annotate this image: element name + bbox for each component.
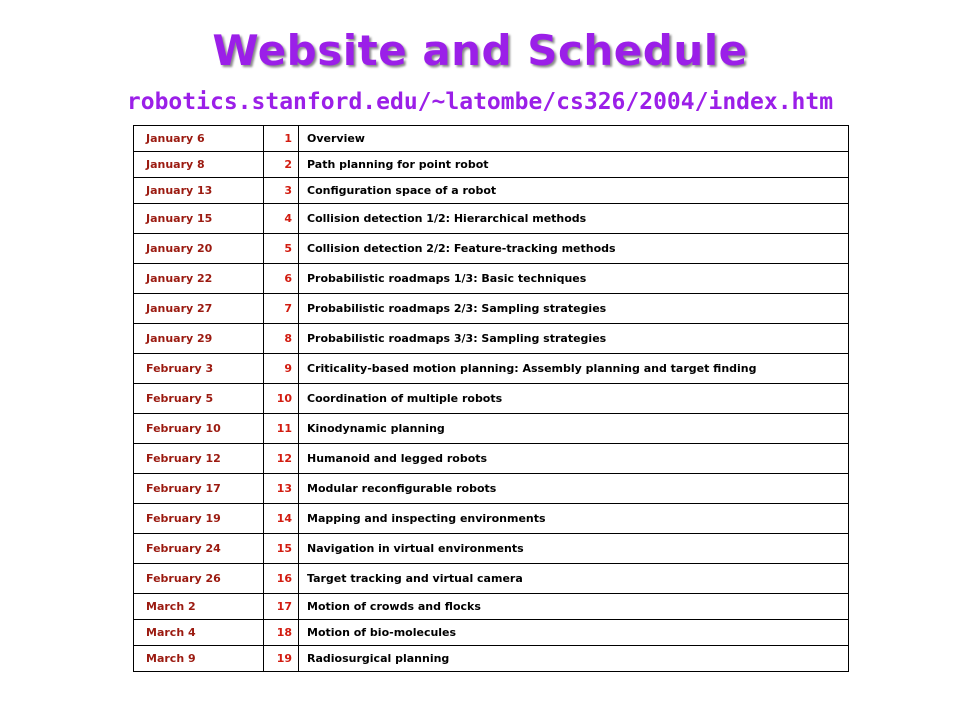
lecture-number: 12	[264, 444, 299, 474]
table-row	[134, 126, 849, 152]
table-row	[134, 204, 849, 234]
lecture-topic: Criticality-based motion planning: Assembly planning and target finding	[299, 354, 849, 384]
lecture-number: 10	[264, 384, 299, 414]
lecture-topic: Probabilistic roadmaps 3/3: Sampling strategies	[299, 324, 849, 354]
table-row	[134, 620, 849, 646]
table-row	[134, 384, 849, 414]
lecture-topic: Humanoid and legged robots	[299, 444, 849, 474]
lecture-topic: Path planning for point robot	[299, 152, 849, 178]
lecture-topic: Probabilistic roadmaps 2/3: Sampling strategies	[299, 294, 849, 324]
lecture-number: 17	[264, 594, 299, 620]
lecture-topic: Collision detection 1/2: Hierarchical methods	[299, 204, 849, 234]
table-row	[134, 152, 849, 178]
lecture-date: January 13	[134, 178, 264, 204]
lecture-number: 8	[264, 324, 299, 354]
lecture-date: February 19	[134, 504, 264, 534]
lecture-date: January 29	[134, 324, 264, 354]
lecture-number: 16	[264, 564, 299, 594]
lecture-topic: Motion of crowds and flocks	[299, 594, 849, 620]
table-row	[134, 444, 849, 474]
table-row	[134, 646, 849, 672]
lecture-number: 4	[264, 204, 299, 234]
lecture-number: 11	[264, 414, 299, 444]
lecture-date: March 9	[134, 646, 264, 672]
lecture-number: 13	[264, 474, 299, 504]
lecture-date: March 2	[134, 594, 264, 620]
lecture-date: February 3	[134, 354, 264, 384]
lecture-date: January 22	[134, 264, 264, 294]
lecture-topic: Configuration space of a robot	[299, 178, 849, 204]
lecture-topic: Motion of bio-molecules	[299, 620, 849, 646]
lecture-topic: Collision detection 2/2: Feature-tracking methods	[299, 234, 849, 264]
table-row	[134, 234, 849, 264]
lecture-date: February 26	[134, 564, 264, 594]
course-url[interactable]: robotics.stanford.edu/~latombe/cs326/2004/index.htm	[126, 89, 834, 115]
lecture-topic: Mapping and inspecting environments	[299, 504, 849, 534]
lecture-date: February 12	[134, 444, 264, 474]
schedule-table	[133, 125, 849, 672]
lecture-date: February 10	[134, 414, 264, 444]
table-row	[134, 564, 849, 594]
lecture-date: January 20	[134, 234, 264, 264]
lecture-number: 9	[264, 354, 299, 384]
lecture-date: January 15	[134, 204, 264, 234]
table-row	[134, 294, 849, 324]
lecture-date: February 24	[134, 534, 264, 564]
lecture-number: 15	[264, 534, 299, 564]
lecture-date: March 4	[134, 620, 264, 646]
lecture-number: 2	[264, 152, 299, 178]
table-row	[134, 178, 849, 204]
table-row	[134, 474, 849, 504]
lecture-date: February 5	[134, 384, 264, 414]
table-row	[134, 324, 849, 354]
lecture-topic: Navigation in virtual environments	[299, 534, 849, 564]
page-title: Website and Schedule	[212, 26, 748, 75]
table-row	[134, 534, 849, 564]
table-row	[134, 264, 849, 294]
lecture-topic: Coordination of multiple robots	[299, 384, 849, 414]
lecture-topic: Target tracking and virtual camera	[299, 564, 849, 594]
lecture-topic: Probabilistic roadmaps 1/3: Basic techniques	[299, 264, 849, 294]
lecture-date: January 27	[134, 294, 264, 324]
lecture-date: January 8	[134, 152, 264, 178]
lecture-topic: Radiosurgical planning	[299, 646, 849, 672]
lecture-date: February 17	[134, 474, 264, 504]
lecture-number: 19	[264, 646, 299, 672]
table-row	[134, 594, 849, 620]
lecture-number: 1	[264, 126, 299, 152]
schedule-body	[134, 126, 849, 672]
lecture-number: 18	[264, 620, 299, 646]
lecture-topic: Kinodynamic planning	[299, 414, 849, 444]
lecture-number: 14	[264, 504, 299, 534]
lecture-topic: Overview	[299, 126, 849, 152]
lecture-number: 5	[264, 234, 299, 264]
lecture-number: 6	[264, 264, 299, 294]
table-row	[134, 354, 849, 384]
lecture-number: 3	[264, 178, 299, 204]
table-row	[134, 414, 849, 444]
lecture-number: 7	[264, 294, 299, 324]
table-row	[134, 504, 849, 534]
lecture-topic: Modular reconfigurable robots	[299, 474, 849, 504]
lecture-date: January 6	[134, 126, 264, 152]
